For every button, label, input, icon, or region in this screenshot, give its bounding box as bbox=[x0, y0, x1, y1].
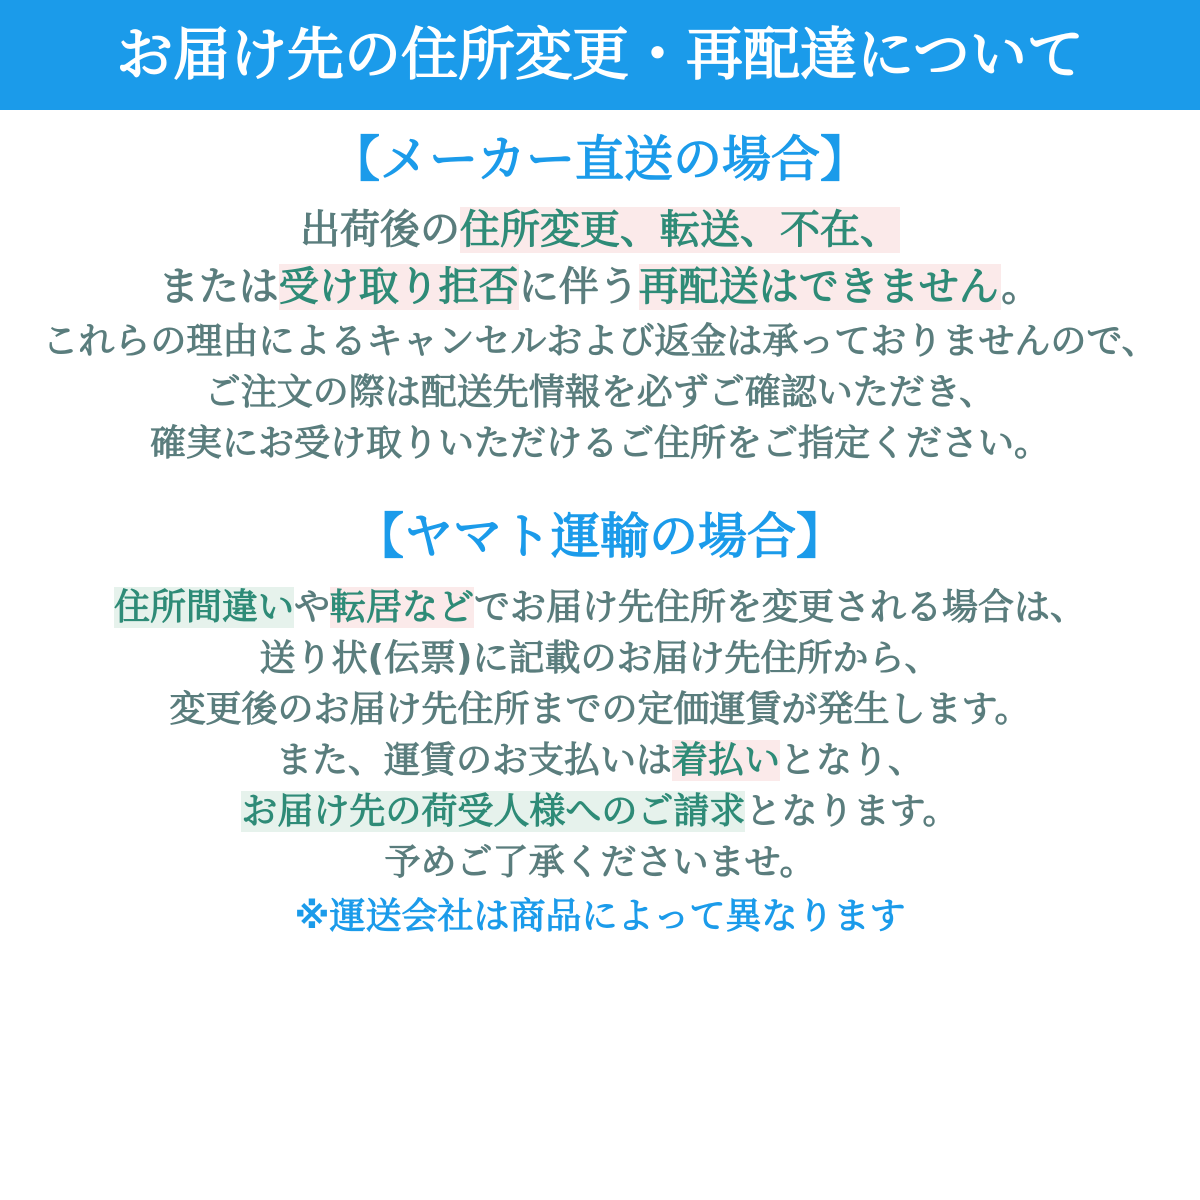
notice-line bbox=[0, 633, 1200, 684]
notice-line bbox=[0, 367, 1200, 418]
notice-line bbox=[0, 786, 1200, 837]
notice-line bbox=[0, 259, 1200, 316]
text-fragment: これらの理由によるキャンセルおよび返金は承っておりませんので、 bbox=[42, 320, 1158, 362]
text-fragment: 変更後のお届け先住所までの定価運賃が発生します。 bbox=[169, 688, 1031, 730]
text-fragment-highlight: 住所間違い bbox=[113, 586, 294, 628]
text-fragment-highlight: お届け先の荷受人様へのご請求 bbox=[241, 791, 746, 833]
text-fragment: に伴う bbox=[518, 264, 639, 311]
page-title: お届け先の住所変更・再配達について bbox=[116, 21, 1084, 88]
notice-line bbox=[0, 684, 1200, 735]
notice-line bbox=[0, 202, 1200, 259]
notice-line bbox=[0, 735, 1200, 786]
section-heading-yamato: 【ヤマト運輸の場合】 bbox=[354, 508, 845, 566]
notice-body bbox=[0, 132, 1200, 941]
text-fragment: となります。 bbox=[745, 791, 959, 833]
notice-line bbox=[0, 837, 1200, 888]
text-fragment: または bbox=[158, 264, 279, 311]
footnote: ※運送会社は商品によって異なります bbox=[294, 896, 906, 938]
text-fragment-highlight: 再配送はできません bbox=[638, 264, 1002, 311]
notice-line bbox=[0, 582, 1200, 633]
text-fragment: 。 bbox=[1001, 264, 1042, 311]
text-fragment-highlight: 受け取り拒否 bbox=[278, 264, 519, 311]
text-fragment: でお届け先住所を変更される場合は、 bbox=[474, 586, 1087, 628]
section-heading-maker-direct: 【メーカー直送の場合】 bbox=[330, 131, 870, 188]
text-fragment-highlight: 転居など bbox=[330, 586, 475, 628]
text-fragment: ご注文の際は配送先情報を必ずご確認いただき、 bbox=[204, 372, 996, 414]
text-fragment: となり、 bbox=[780, 739, 925, 781]
text-fragment: や bbox=[293, 586, 330, 628]
text-fragment: 送り状(伝票)に記載のお届け先住所から、 bbox=[259, 637, 941, 679]
page-header bbox=[0, 0, 1200, 110]
text-fragment: 確実にお受け取りいただけるご住所をご指定ください。 bbox=[149, 423, 1050, 465]
text-fragment: 予めご了承くださいませ。 bbox=[384, 842, 816, 884]
text-fragment-highlight: 住所変更、転送、不在、 bbox=[460, 207, 900, 254]
text-fragment-highlight: 着払い bbox=[671, 739, 780, 781]
text-fragment: 出荷後の bbox=[300, 207, 460, 254]
notice-line bbox=[0, 418, 1200, 469]
text-fragment: また、運賃のお支払いは bbox=[275, 739, 672, 781]
notice-line bbox=[0, 316, 1200, 367]
